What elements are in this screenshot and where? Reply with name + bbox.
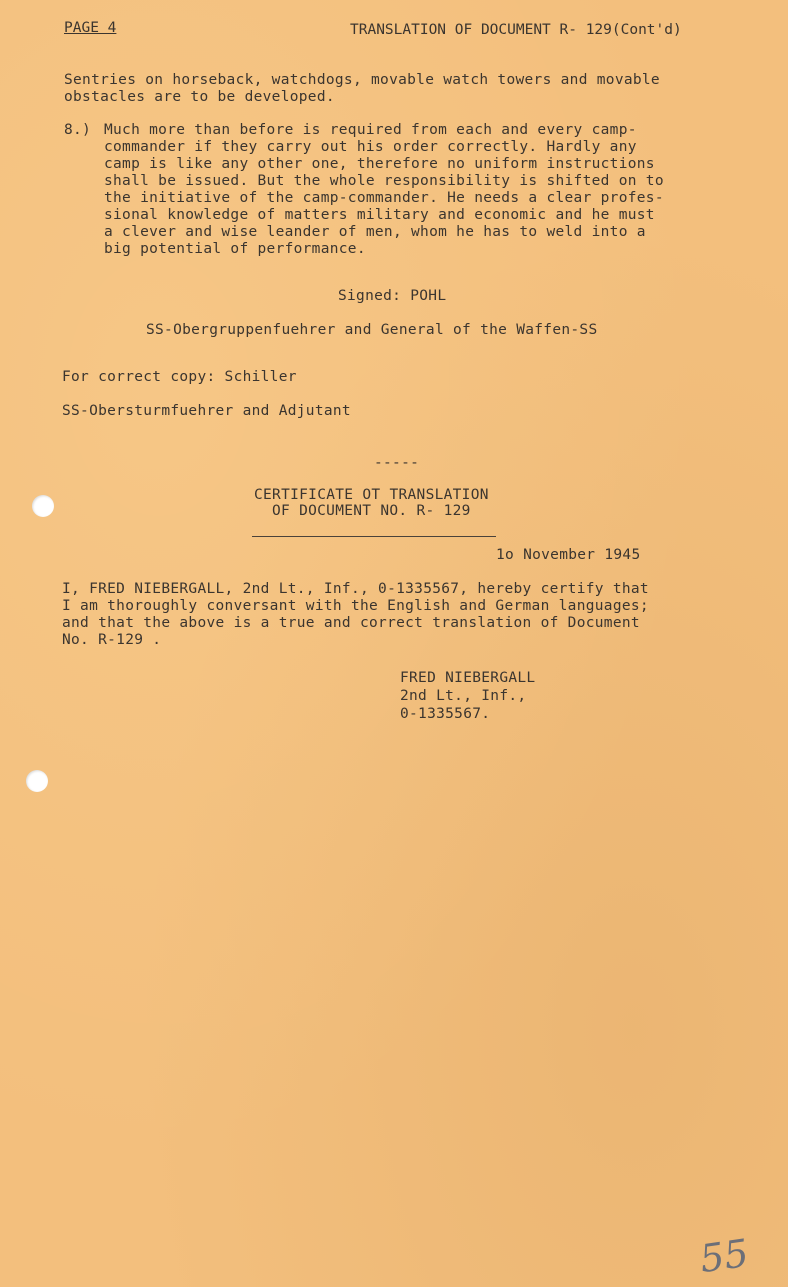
translator-serial: 0-1335567. xyxy=(400,706,491,722)
item-line: camp is like any other one, therefore no uniform instructions xyxy=(104,156,655,172)
document-title: TRANSLATION OF DOCUMENT R- 129(Cont'd) xyxy=(350,22,682,38)
adjutant-line: SS-Obersturmfuehrer and Adjutant xyxy=(62,403,351,419)
item-line: the initiative of the camp-commander. He needs a clear profes- xyxy=(104,190,664,206)
divider-rule xyxy=(252,536,496,537)
item-line: commander if they carry out his order correctly. Hardly any xyxy=(104,139,637,155)
translator-name: FRED NIEBERGALL xyxy=(400,670,536,686)
certificate-body-line: I, FRED NIEBERGALL, 2nd Lt., Inf., 0-1335567, hereby certify that xyxy=(62,581,649,597)
item-line: big potential of performance. xyxy=(104,241,366,257)
item-number: 8.) xyxy=(64,122,92,138)
item-line: a clever and wise leander of men, whom he has to weld into a xyxy=(104,224,646,240)
handwritten-page-number: 55 xyxy=(697,1230,752,1282)
separator: ----- xyxy=(374,455,420,471)
certificate-body-line: and that the above is a true and correct translation of Document xyxy=(62,615,640,631)
intro-line-1: Sentries on horseback, watchdogs, movable watch towers and movable xyxy=(64,72,660,88)
item-line: shall be issued. But the whole responsibility is shifted on to xyxy=(104,173,664,189)
item-line: sional knowledge of matters military and economic and he must xyxy=(104,207,655,223)
certificate-date: 1o November 1945 xyxy=(496,547,641,563)
signed-line: Signed: POHL xyxy=(338,288,447,304)
translator-rank: 2nd Lt., Inf., xyxy=(400,688,527,704)
page-label: PAGE 4 xyxy=(64,20,117,36)
certificate-body-line: I am thoroughly conversant with the English and German languages; xyxy=(62,598,649,614)
signer-rank: SS-Obergruppenfuehrer and General of the Waffen-SS xyxy=(146,322,598,338)
punch-hole xyxy=(26,770,48,792)
copy-line: For correct copy: Schiller xyxy=(62,369,297,385)
punch-hole xyxy=(32,495,54,517)
item-line: Much more than before is required from each and every camp- xyxy=(104,122,637,138)
page-edge xyxy=(788,0,792,1287)
certificate-body-line: No. R-129 . xyxy=(62,632,162,648)
certificate-subtitle: OF DOCUMENT NO. R- 129 xyxy=(272,503,471,519)
intro-line-2: obstacles are to be developed. xyxy=(64,89,335,105)
certificate-title: CERTIFICATE OT TRANSLATION xyxy=(254,487,489,503)
